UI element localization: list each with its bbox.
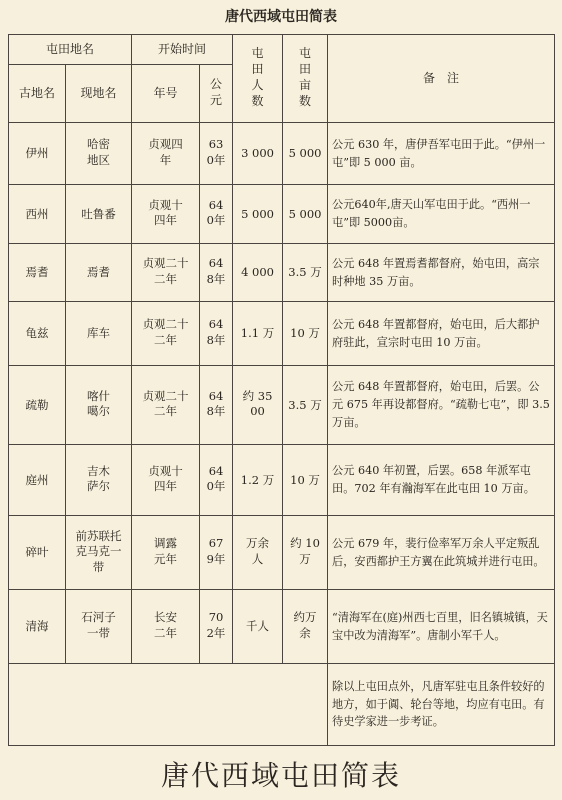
cell-people: 5 000 — [233, 185, 283, 244]
cell-ancient: 清海 — [9, 590, 66, 664]
cell-note: 公元 640 年初置，后罢。658 年派军屯田。702 年有瀚海军在此屯田 10 万亩。 — [328, 445, 555, 516]
footnote-spacer — [9, 664, 328, 746]
cell-era: 长安二年 — [132, 590, 200, 664]
table-row — [9, 244, 555, 302]
cell-ancient: 碎叶 — [9, 516, 66, 590]
cell-ad: 640年 — [200, 185, 233, 244]
header-modern: 现地名 — [66, 65, 132, 123]
header-ancient: 古地名 — [9, 65, 66, 123]
cell-people: 千人 — [233, 590, 283, 664]
cell-people: 万余人 — [233, 516, 283, 590]
cell-area: 约万余 — [283, 590, 328, 664]
cell-era: 贞观十四年 — [132, 445, 200, 516]
cell-modern: 库车 — [66, 302, 132, 366]
cell-ad: 702年 — [200, 590, 233, 664]
cell-ancient: 伊州 — [9, 123, 66, 185]
footnote-cell: 除以上屯田点外，凡唐军驻屯且条件较好的地方，如于阗、轮台等地，均应有屯田。有待史学家进一步考证。 — [328, 664, 555, 746]
cell-modern: 石河子一带 — [66, 590, 132, 664]
cell-ancient: 焉耆 — [9, 244, 66, 302]
cell-ad: 648年 — [200, 244, 233, 302]
cell-era: 贞观二十二年 — [132, 366, 200, 445]
cell-note: 公元640年,唐天山军屯田于此。“西州一屯”即 5000亩。 — [328, 185, 555, 244]
cell-note: 公元 679 年，裴行俭率军万余人平定叛乱后，安西都护王方翼在此筑城并进行屯田。 — [328, 516, 555, 590]
cell-ad: 640年 — [200, 445, 233, 516]
cell-note: 公元 648 年置都督府，始屯田，后大都护府驻此，宣宗时屯田 10 万亩。 — [328, 302, 555, 366]
cell-era: 贞观二十二年 — [132, 244, 200, 302]
cell-ad: 679年 — [200, 516, 233, 590]
header-place-group: 屯田地名 — [9, 35, 132, 65]
header-people: 屯田人数 — [233, 35, 283, 123]
table-row — [9, 366, 555, 445]
cell-modern: 喀什噶尔 — [66, 366, 132, 445]
cell-ancient: 龟兹 — [9, 302, 66, 366]
cell-people: 约 3500 — [233, 366, 283, 445]
cell-area: 10 万 — [283, 445, 328, 516]
cell-era: 贞观二十二年 — [132, 302, 200, 366]
cell-era: 贞观四年 — [132, 123, 200, 185]
footnote-row — [9, 664, 555, 746]
cell-note: 公元 648 年置都督府，始屯田，后罢。公元 675 年再设都督府。“疏勒七屯”，即 3.5 万亩。 — [328, 366, 555, 445]
cell-modern: 吉木萨尔 — [66, 445, 132, 516]
figure-caption: 唐代西域屯田简表 — [160, 759, 401, 792]
cell-ad: 648年 — [200, 302, 233, 366]
cell-area: 3.5 万 — [283, 244, 328, 302]
cell-area: 3.5 万 — [283, 366, 328, 445]
cell-era: 调露元年 — [132, 516, 200, 590]
cell-modern: 吐鲁番 — [66, 185, 132, 244]
cell-note: “清海军在(庭)州西七百里，旧名镇城镇，天宝中改为清海军”。唐制小军千人。 — [328, 590, 555, 664]
table-row — [9, 123, 555, 185]
table-row — [9, 445, 555, 516]
cell-ancient: 庭州 — [9, 445, 66, 516]
table-title: 唐代西域屯田简表 — [225, 9, 337, 25]
cell-area: 约 10 万 — [283, 516, 328, 590]
table-row — [9, 516, 555, 590]
cell-people: 4 000 — [233, 244, 283, 302]
cell-modern: 前苏联托克马克一带 — [66, 516, 132, 590]
cell-people: 1.2 万 — [233, 445, 283, 516]
header-notes: 备 注 — [328, 35, 555, 123]
table-row — [9, 185, 555, 244]
table-row — [9, 302, 555, 366]
tuntian-table — [8, 34, 555, 746]
cell-area: 5 000 — [283, 123, 328, 185]
cell-ancient: 西州 — [9, 185, 66, 244]
cell-people: 1.1 万 — [233, 302, 283, 366]
header-row-top — [9, 35, 555, 65]
header-ad: 公元 — [200, 65, 233, 123]
cell-people: 3 000 — [233, 123, 283, 185]
cell-area: 10 万 — [283, 302, 328, 366]
cell-era: 贞观十四年 — [132, 185, 200, 244]
header-time-group: 开始时间 — [132, 35, 233, 65]
cell-note: 公元 630 年，唐伊吾军屯田于此。“伊州一屯”即 5 000 亩。 — [328, 123, 555, 185]
cell-modern: 焉耆 — [66, 244, 132, 302]
cell-note: 公元 648 年置焉耆都督府，始屯田，高宗时种地 35 万亩。 — [328, 244, 555, 302]
cell-ad: 648年 — [200, 366, 233, 445]
cell-ancient: 疏勒 — [9, 366, 66, 445]
cell-ad: 630年 — [200, 123, 233, 185]
table-row — [9, 590, 555, 664]
header-era: 年号 — [132, 65, 200, 123]
header-area: 屯田亩数 — [283, 35, 328, 123]
cell-area: 5 000 — [283, 185, 328, 244]
cell-modern: 哈密地区 — [66, 123, 132, 185]
